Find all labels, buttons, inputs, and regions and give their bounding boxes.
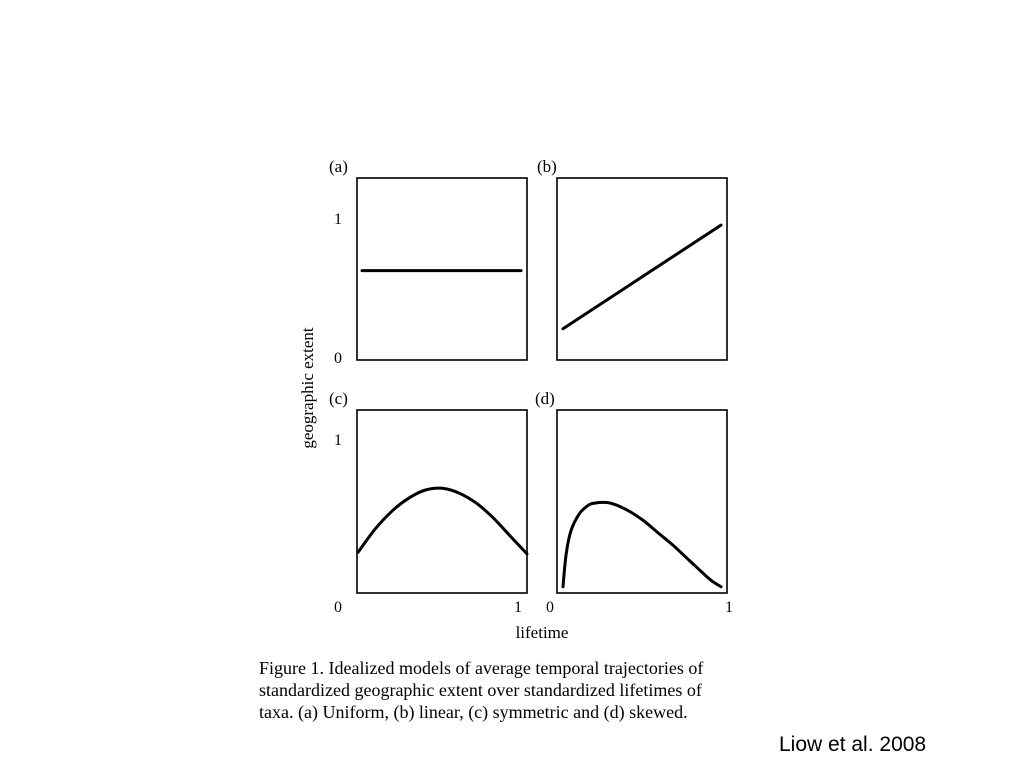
panel-c-curve <box>358 488 527 554</box>
y-axis-title: geographic extent <box>298 327 317 449</box>
panel-d-label: (d) <box>535 389 555 408</box>
caption-line-3: taxa. (a) Uniform, (b) linear, (c) symmetric and (d) skewed. <box>259 702 688 722</box>
panel-b-frame <box>557 178 727 360</box>
y-tick-top-max: 1 <box>334 211 342 228</box>
panel-b-label: (b) <box>537 157 557 176</box>
panel-c-label: (c) <box>329 389 348 408</box>
x-tick-right-min: 0 <box>546 599 554 616</box>
y-tick-bottom-min: 0 <box>334 599 342 616</box>
citation-credit: Liow et al. 2008 <box>779 733 927 756</box>
y-tick-bottom-max: 1 <box>334 432 342 449</box>
caption-label: Figure 1. <box>259 658 324 678</box>
panel-a-frame <box>357 178 527 360</box>
caption-text-1: Idealized models of average temporal trajectories of <box>324 658 704 678</box>
x-axis-title: lifetime <box>515 623 569 642</box>
figure-caption <box>259 657 799 723</box>
x-tick-left-max: 1 <box>514 599 522 616</box>
y-tick-top-min: 0 <box>334 350 342 367</box>
panel-b-curve <box>563 225 721 329</box>
panel-c-frame <box>357 410 527 593</box>
panel-a-label: (a) <box>329 157 348 176</box>
panel-d-curve <box>563 502 721 586</box>
caption-line-2: standardized geographic extent over standardized lifetimes of <box>259 680 702 700</box>
x-tick-right-max: 1 <box>725 599 733 616</box>
caption-line-1 <box>259 657 799 679</box>
panel-d-frame <box>557 410 727 593</box>
